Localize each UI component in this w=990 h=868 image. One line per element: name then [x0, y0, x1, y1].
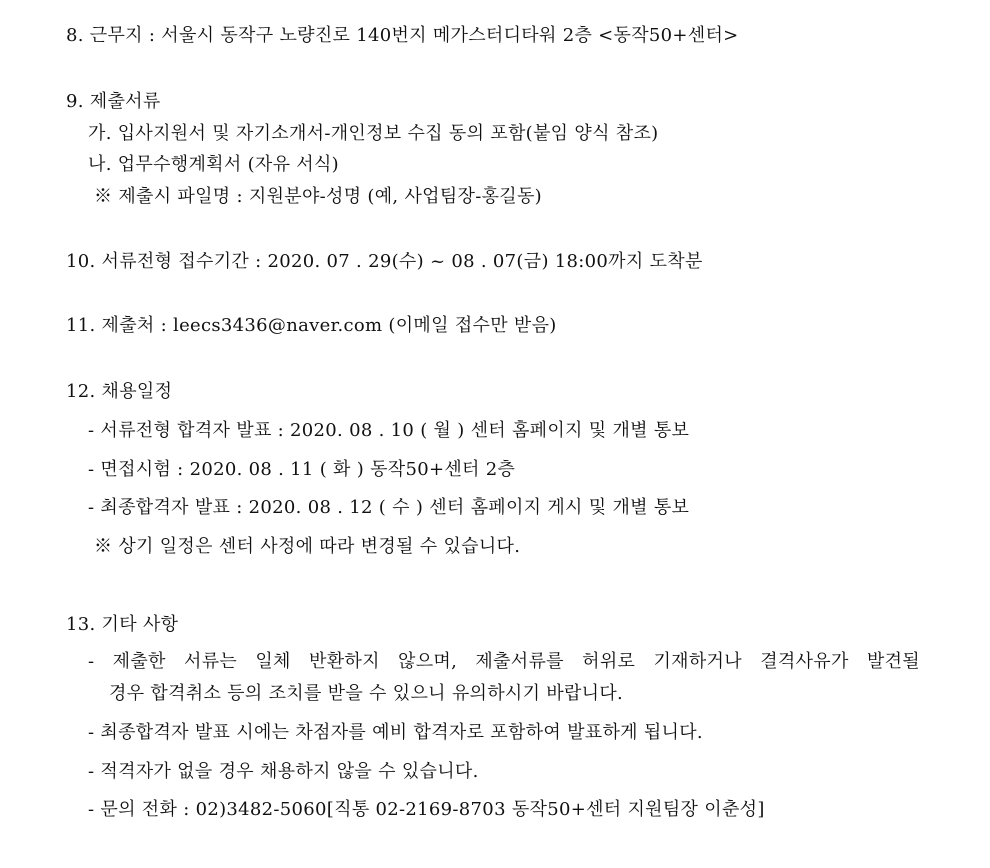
section-13-item-return-line1: - 제출한 서류는 일체 반환하지 않으며, 제출서류를 허위로 기재하거나 결격사유가 발견될 — [88, 651, 920, 672]
section-12-item-document-result: - 서류전형 합격자 발표 : 2020. 08 . 10 ( 월 ) 센터 홈페이지 및 개별 통보 — [88, 420, 690, 441]
section-13-item-return-line2: 경우 합격취소 등의 조치를 받을 수 있으니 유의하시기 바랍니다. — [109, 683, 624, 704]
section-13-item-no-hire: - 적격자가 없을 경우 채용하지 않을 수 있습니다. — [88, 761, 479, 782]
section-8-work-location: 8. 근무지 : 서울시 동작구 노량진로 140번지 메가스터디타워 2층 <동작50+센터> — [66, 25, 739, 46]
section-12-item-interview: - 면접시험 : 2020. 08 . 11 ( 화 ) 동작50+센터 2층 — [88, 459, 516, 480]
section-10-period: 10. 서류전형 접수기간 : 2020. 07 . 29(수) ~ 08 . 07(금) 18:00까지 도착분 — [66, 251, 703, 272]
section-9-filename-note: ※ 제출시 파일명 : 지원분야-성명 (예, 사업팀장-홍길동) — [94, 186, 542, 207]
section-11-submission: 11. 제출처 : leecs3436@naver.com (이메일 접수만 받음) — [66, 315, 557, 336]
section-12-change-note: ※ 상기 일정은 센터 사정에 따라 변경될 수 있습니다. — [94, 536, 521, 557]
section-12-item-final-result: - 최종합격자 발표 : 2020. 08 . 12 ( 수 ) 센터 홈페이지 게시 및 개별 통보 — [88, 497, 690, 518]
section-9-item-plan: 나. 업무수행계획서 (자유 서식) — [88, 154, 339, 175]
section-13-heading: 13. 기타 사항 — [66, 614, 179, 635]
section-13-item-reserve: - 최종합격자 발표 시에는 차점자를 예비 합격자로 포함하여 발표하게 됩니다. — [88, 722, 703, 743]
section-12-heading: 12. 채용일정 — [66, 381, 173, 402]
section-13-item-contact: - 문의 전화 : 02)3482-5060[직통 02-2169-8703 동작50+센터 지원팀장 이춘성] — [88, 799, 765, 820]
section-9-item-application: 가. 입사지원서 및 자기소개서-개인정보 수집 동의 포함(붙임 양식 참조) — [88, 123, 659, 144]
section-9-heading: 9. 제출서류 — [66, 91, 161, 112]
